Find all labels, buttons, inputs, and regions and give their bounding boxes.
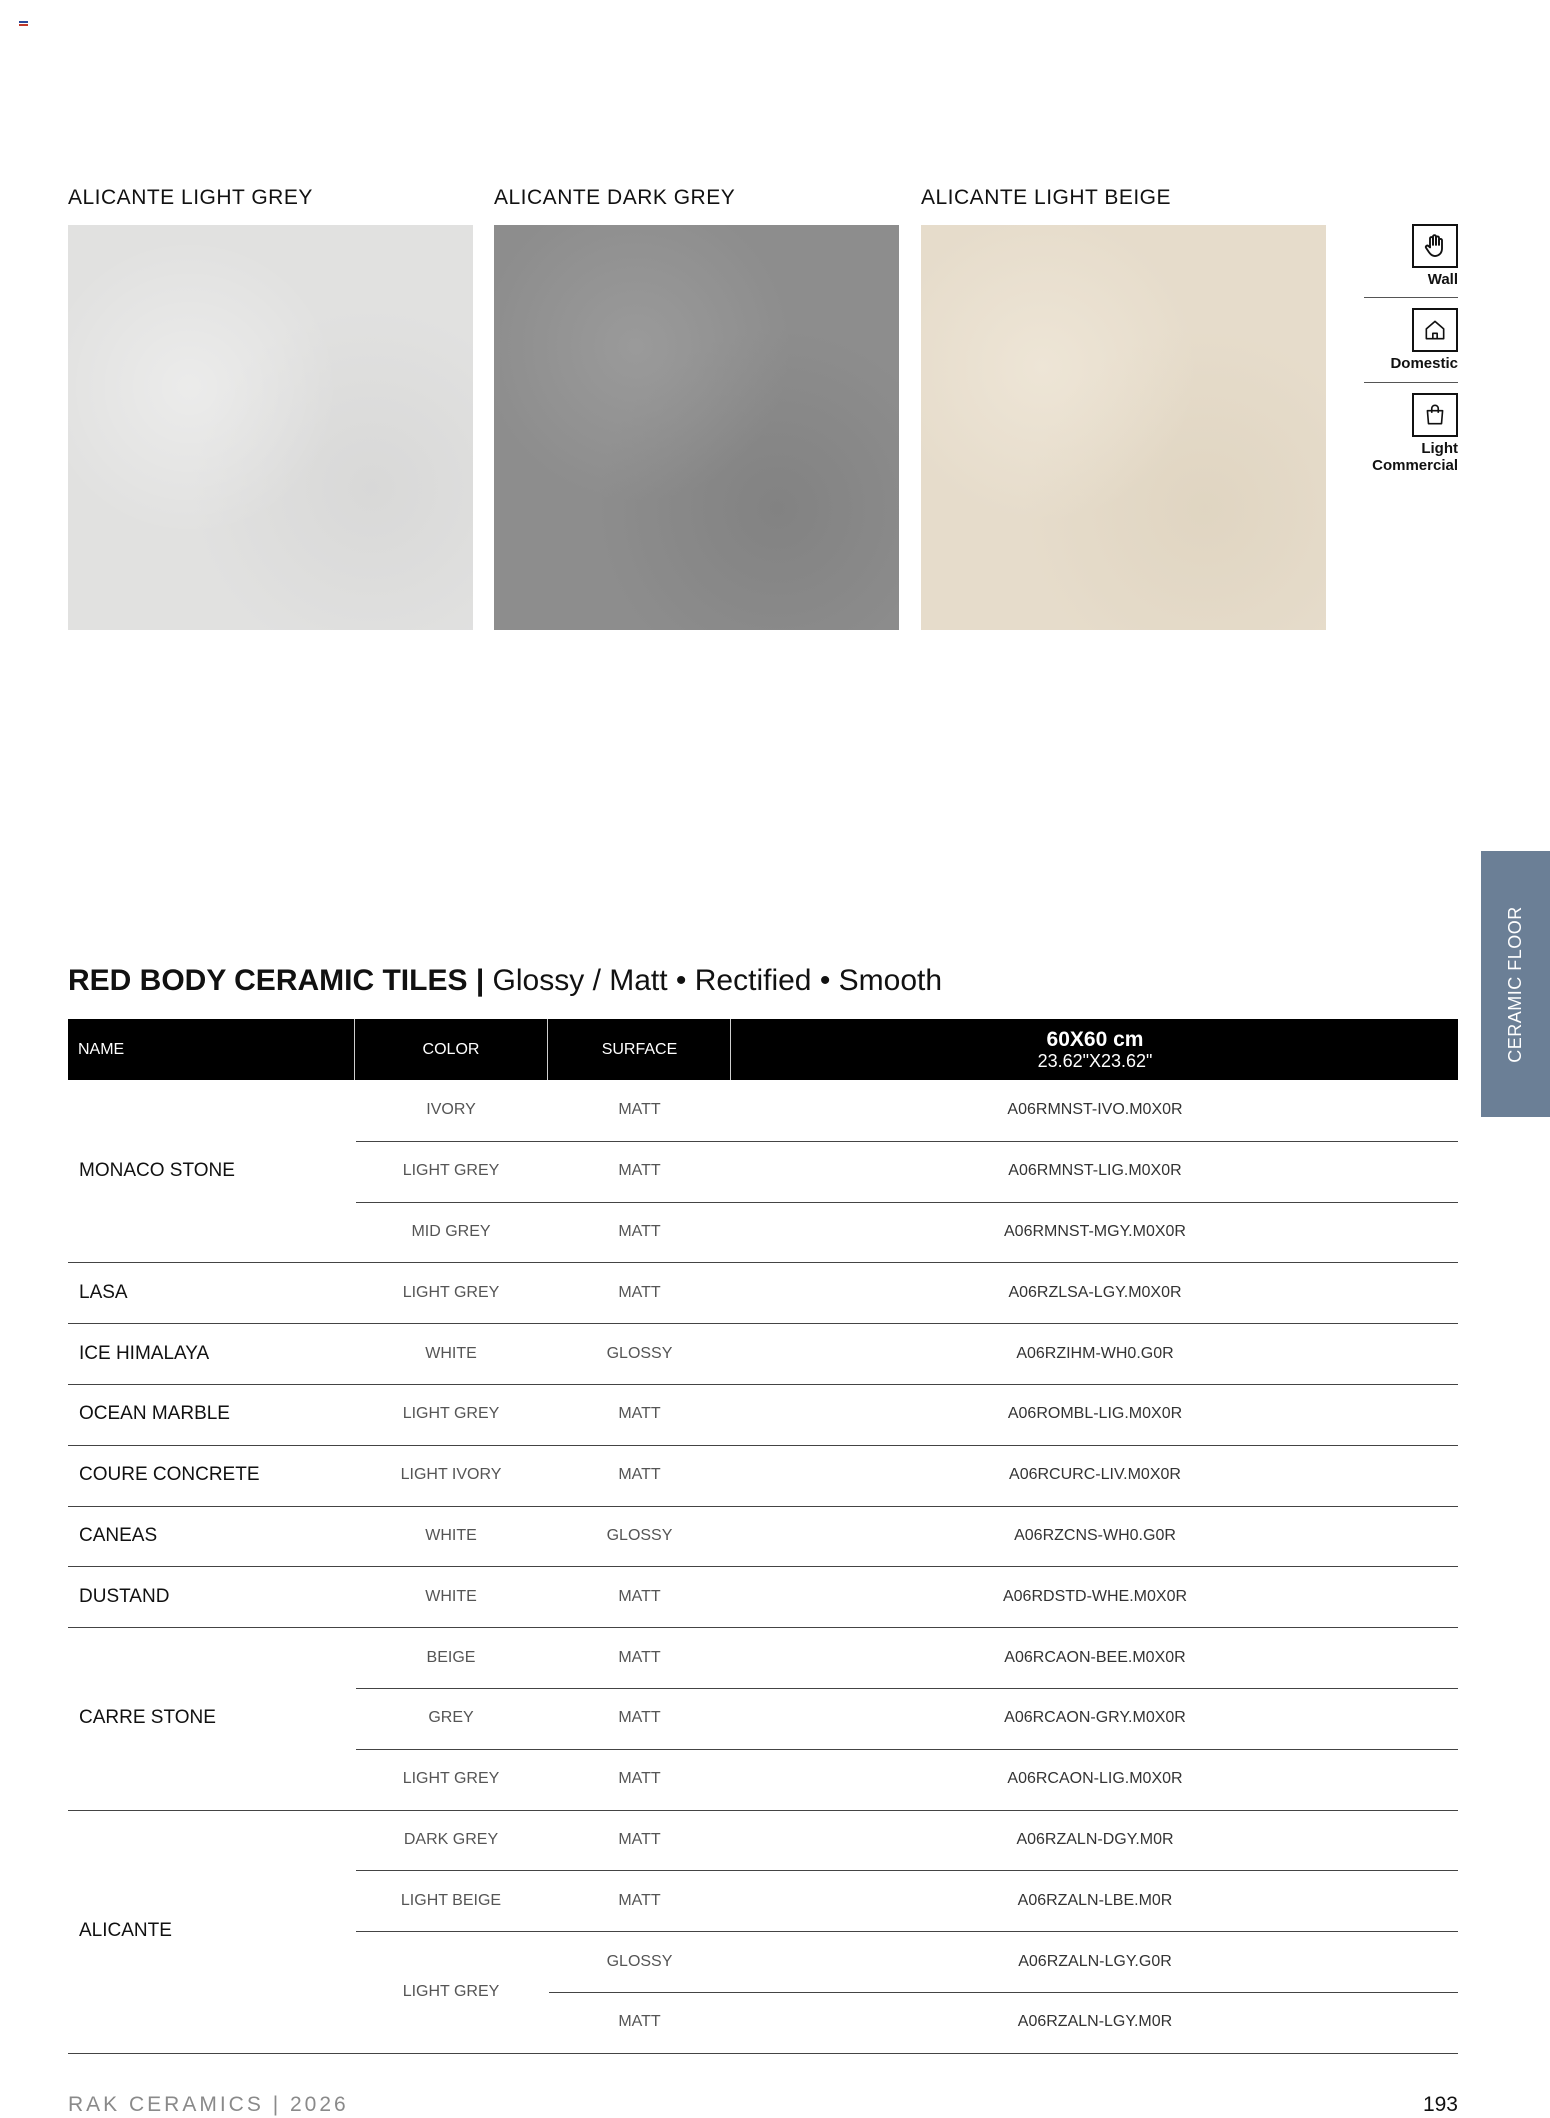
product-color: BEIGE [426, 1648, 476, 1666]
product-name: ICE HIMALAYA [79, 1342, 210, 1364]
product-color: LIGHT IVORY [400, 1466, 502, 1484]
usage-domestic [1364, 308, 1458, 372]
header-size [732, 1019, 1458, 1080]
product-surface: GLOSSY [606, 1526, 673, 1544]
product-color: LIGHT BEIGE [400, 1891, 502, 1909]
header-divider [547, 1019, 548, 1080]
hand-icon [1412, 224, 1458, 268]
product-name: ALICANTE [79, 1920, 172, 1942]
header-name: NAME [78, 1040, 125, 1058]
product-surface: MATT [618, 1283, 661, 1301]
product-surface: MATT [618, 1891, 661, 1909]
page-number: 193 [1422, 2093, 1458, 2116]
product-surface: MATT [618, 1101, 661, 1119]
usage-divider [1364, 297, 1458, 298]
section-title [68, 964, 942, 998]
product-surface: MATT [618, 1405, 661, 1423]
side-tab-label: CERAMIC FLOOR [1505, 905, 1526, 1063]
product-code: A06RCAON-LIG.M0X0R [1007, 1770, 1183, 1788]
usage-divider [1364, 382, 1458, 383]
product-code: A06RZALN-DGY.M0R [1016, 1830, 1174, 1848]
product-name: OCEAN MARBLE [79, 1403, 230, 1425]
product-name: MONACO STONE [79, 1160, 235, 1182]
tile-swatch-dark-grey [494, 225, 899, 630]
product-color: LIGHT GREY [402, 1770, 500, 1788]
tile-label-light-beige: ALICANTE LIGHT BEIGE [921, 186, 1172, 209]
product-name: COURE CONCRETE [79, 1464, 260, 1486]
product-surface: MATT [618, 1222, 661, 1240]
product-code: A06RCAON-BEE.M0X0R [1004, 1648, 1186, 1666]
product-color: WHITE [425, 1344, 477, 1362]
product-code: A06RZIHM-WH0.G0R [1016, 1344, 1174, 1362]
product-surface: MATT [618, 1770, 661, 1788]
product-name: CANEAS [79, 1524, 158, 1546]
usage-wall-label: Wall [1427, 271, 1458, 288]
product-code: A06RCURC-LIV.M0X0R [1009, 1466, 1181, 1484]
product-code: A06RZALN-LGY.G0R [1018, 1952, 1172, 1970]
product-name: CARRE STONE [79, 1707, 216, 1729]
product-color: LIGHT GREY [402, 1405, 500, 1423]
header-color: COLOR [422, 1040, 480, 1058]
product-color: LIGHT GREY [402, 1982, 500, 2000]
product-code: A06RZALN-LBE.M0R [1017, 1891, 1173, 1909]
usage-commercial-label-2: Commercial [1372, 457, 1458, 474]
header-surface: SURFACE [601, 1040, 678, 1058]
product-code: A06RMNST-MGY.M0X0R [1004, 1222, 1186, 1240]
product-code: A06RZALN-LGY.M0R [1017, 2013, 1173, 2031]
product-surface: MATT [618, 2013, 661, 2031]
table-row-divider [68, 2053, 1458, 2054]
product-surface: MATT [618, 1648, 661, 1666]
product-surface: GLOSSY [606, 1952, 673, 1970]
product-code: A06RMNST-IVO.M0X0R [1007, 1101, 1183, 1119]
product-code: A06ROMBL-LIG.M0X0R [1007, 1405, 1183, 1423]
section-title-bold: RED BODY CERAMIC TILES | [68, 964, 485, 997]
tile-label-dark-grey: ALICANTE DARK GREY [494, 186, 736, 209]
tile-swatch-light-beige [921, 225, 1326, 630]
product-color: LIGHT GREY [402, 1162, 500, 1180]
usage-domestic-label: Domestic [1390, 355, 1458, 372]
product-color: WHITE [425, 1526, 477, 1544]
product-code: A06RDSTD-WHE.M0X0R [1002, 1587, 1188, 1605]
tile-swatch-light-grey [68, 225, 473, 630]
section-side-tab[interactable] [1481, 851, 1550, 1117]
product-code: A06RZCNS-WH0.G0R [1014, 1526, 1176, 1544]
product-surface: GLOSSY [606, 1344, 673, 1362]
product-color: IVORY [426, 1101, 476, 1119]
shopping-bag-icon [1412, 393, 1458, 437]
product-code: A06RMNST-LIG.M0X0R [1008, 1162, 1182, 1180]
product-name: LASA [79, 1281, 128, 1303]
section-title-rest: Glossy / Matt • Rectified • Smooth [484, 964, 943, 997]
product-color: GREY [428, 1709, 474, 1727]
product-name: DUSTAND [79, 1585, 170, 1607]
header-divider [730, 1019, 731, 1080]
corner-mark [19, 21, 28, 28]
header-divider [354, 1019, 355, 1080]
product-surface: MATT [618, 1830, 661, 1848]
table-header [68, 1019, 1458, 1080]
product-color: MID GREY [411, 1222, 491, 1240]
usage-wall [1364, 224, 1458, 288]
product-surface: MATT [618, 1466, 661, 1484]
house-icon [1412, 308, 1458, 352]
usage-commercial [1364, 393, 1458, 474]
header-size-imperial: 23.62"X23.62" [1037, 1050, 1153, 1071]
product-code: A06RZLSA-LGY.M0X0R [1008, 1283, 1182, 1301]
product-color: DARK GREY [403, 1830, 499, 1848]
usage-commercial-label-1: Light [1421, 440, 1458, 457]
product-surface: MATT [618, 1162, 661, 1180]
product-color: LIGHT GREY [402, 1283, 500, 1301]
product-surface: MATT [618, 1709, 661, 1727]
product-color: WHITE [425, 1587, 477, 1605]
footer-brand: RAK CERAMICS | 2026 [68, 2093, 349, 2116]
tile-label-light-grey: ALICANTE LIGHT GREY [68, 186, 313, 209]
header-size-metric: 60X60 cm [1046, 1027, 1144, 1051]
product-code: A06RCAON-GRY.M0X0R [1004, 1709, 1186, 1727]
product-surface: MATT [618, 1587, 661, 1605]
